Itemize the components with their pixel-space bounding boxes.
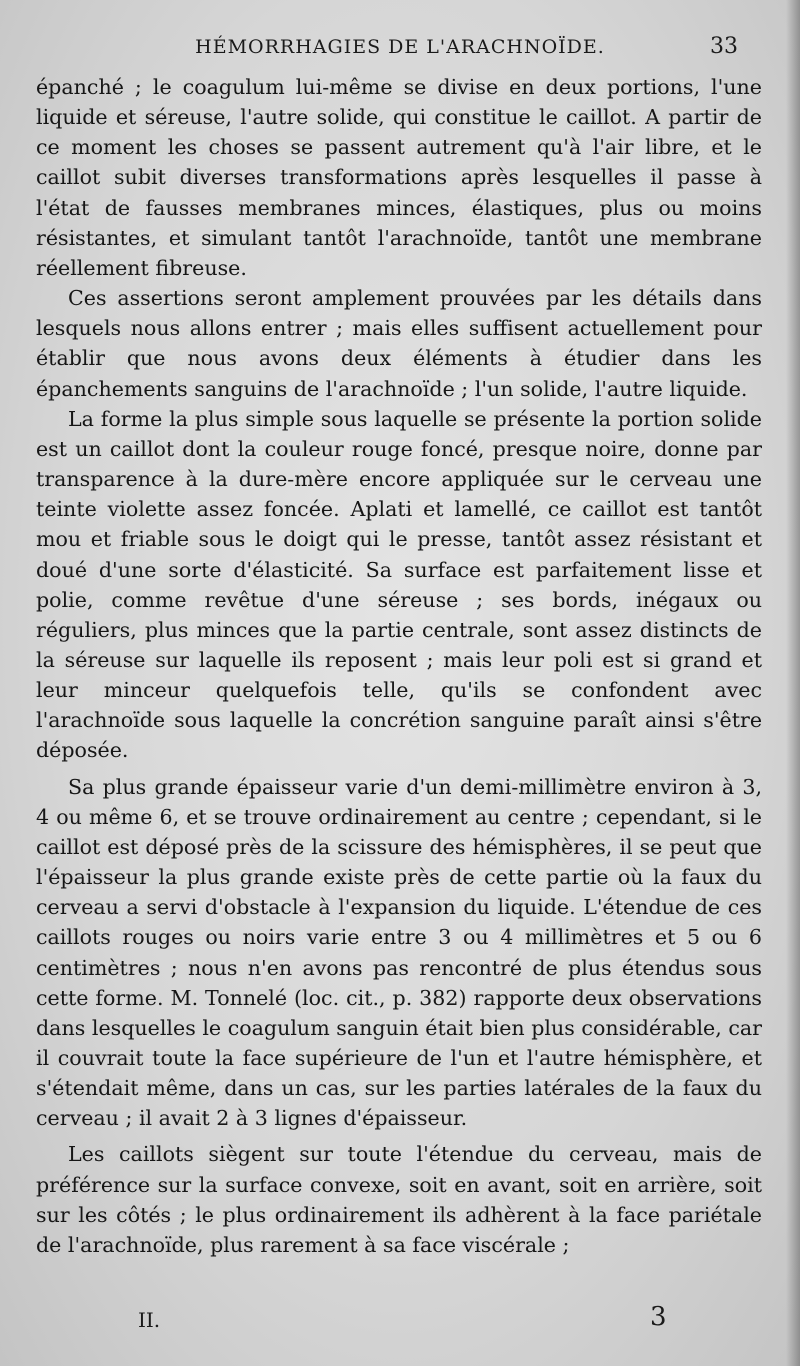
page-number: 33: [710, 34, 738, 59]
page-header: [0, 36, 800, 66]
paragraph-4: Sa plus grande épaisseur varie d'un demi-millimètre environ à 3, 4 ou même 6, et se trouve ordinairement au centre ; cependant, si le caillot est déposé près de la scissure des hémisphères, il se peut que l'épaisseur la plus grande existe près de cette partie où la faux du cerveau a servi d'obstacle à l'expansion du liquide. L'étendue de ces caillots rouges ou noirs varie entre 3 ou 4 millimètres et 5 ou 6 centimètres ; nous n'en avons pas rencontré de plus étendus sous cette forme. M. Tonnelé (loc. cit., p. 382) rapporte deux observations dans lesquelles le coagulum sanguin était bien plus considérable, car il couvrait toute la face supérieure de l'un et l'autre hémisphère, et s'étendait même, dans un cas, sur les parties latérales de la faux du cerveau ; il avait 2 à 3 lignes d'épaisseur.: [36, 774, 762, 1131]
paragraph-1: épanché ; le coagulum lui-même se divise en deux portions, l'une liquide et séreuse, l'autre solide, qui constitue le caillot. A partir de ce moment les choses se passent autrement qu'à l'air libre, et le caillot subit diverses transformations après lesquelles il passe à l'état de fausses membranes minces, élastiques, plus ou moins résistantes, et simulant tantôt l'arachnoïde, tantôt une membrane réellement fibreuse.: [36, 75, 762, 280]
page-footer: [0, 1302, 800, 1338]
paragraph-2: Ces assertions seront amplement prouvées par les détails dans lesquels nous allons entrer ; mais elles suffisent actuellement pour établir que nous avons deux éléments à étudier dans les épanchements sanguins de l'arachnoïde ; l'un solide, l'autre liquide.: [36, 286, 762, 401]
paragraph-3: La forme la plus simple sous laquelle se présente la portion solide est un caillot dont la couleur rouge foncé, presque noire, donne par transparence à la dure-mère encore appliquée sur le cerveau une teinte violette assez foncée. Aplati et lamellé, ce caillot est tantôt mou et friable sous le doigt qui le presse, tantôt assez résistant et doué d'une sorte d'élasticité. Sa surface est parfaitement lisse et polie, comme revêtue d'une séreuse ; ses bords, inégaux ou réguliers, plus minces que la partie centrale, sont assez distincts de la séreuse sur laquelle ils reposent ; mais leur poli est si grand et leur minceur quelquefois telle, qu'ils se confondent avec l'arachnoïde sous laquelle la concrétion sanguine paraît ainsi s'être déposée.: [36, 406, 762, 763]
body-text: [36, 72, 762, 1260]
running-title: HÉMORRHAGIES DE L'ARACHNOÏDE.: [195, 36, 605, 58]
volume-number: II.: [138, 1308, 161, 1332]
paragraph-5: Les caillots siègent sur toute l'étendue du cerveau, mais de préférence sur la surface convexe, soit en avant, soit en arrière, soit sur les côtés ; le plus ordinairement ils adhèrent à la face pariétale de l'arachnoïde, plus rarement à sa face viscérale ;: [36, 1142, 762, 1257]
page-edge-shadow: [786, 0, 800, 1366]
signature-mark: 3: [650, 1302, 667, 1332]
